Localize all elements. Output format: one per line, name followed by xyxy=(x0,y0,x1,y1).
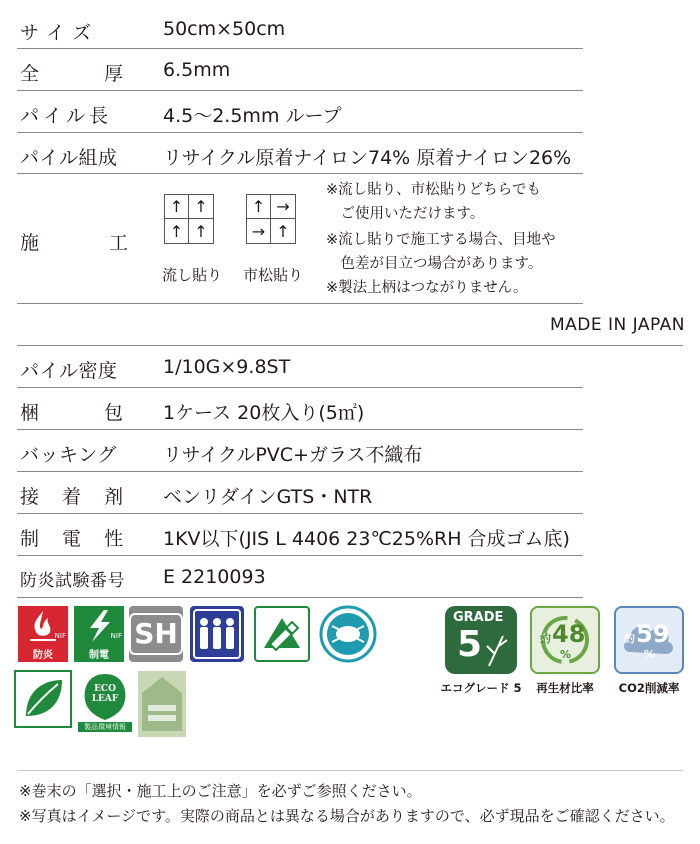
sh-mark-icon: SH xyxy=(129,606,183,662)
arrow-right-icon: → xyxy=(271,195,295,219)
spec-value: 1KV以下(JIS L 4406 23℃25%RH 合成ゴム底) xyxy=(163,528,570,550)
construction-note: ※製法上柄はつながりません。 xyxy=(326,280,528,296)
construction-note: 色差が目立つ場合があります。 xyxy=(326,256,543,272)
divider xyxy=(17,387,583,388)
spec-label: パイル密度 xyxy=(20,360,118,382)
spec-label: 防炎試験番号 xyxy=(20,571,125,591)
spec-row-pile-length xyxy=(17,97,583,131)
spec-label: バッキング xyxy=(20,444,117,466)
spec-value: E 2210093 xyxy=(163,566,266,588)
arrow-up-icon: ↑ xyxy=(165,219,189,243)
arrow-up-icon: ↑ xyxy=(247,195,271,219)
divider xyxy=(17,770,683,771)
spec-value: リサイクルPVC+ガラス不織布 xyxy=(163,444,423,466)
divider xyxy=(17,513,583,514)
footnote: ※写真はイメージです。実際の商品とは異なる場合がありますので、必ず現品をご確認ください。 xyxy=(19,807,675,825)
co2-reduction-caption: CO2削減率 xyxy=(618,681,680,695)
divider xyxy=(17,173,583,174)
spec-value: 1ケース 20枚入り(5㎡) xyxy=(163,402,365,424)
footnote: ※巻末の「選択・施工上のご注意」を必ずご参照ください。 xyxy=(19,782,422,800)
arrow-up-icon: ↑ xyxy=(276,221,290,241)
recycled-ratio-caption: 再生材比率 xyxy=(536,681,594,695)
antistatic-icon: NIF 制電 xyxy=(74,606,124,662)
spec-label: 接 着 剤 xyxy=(20,486,124,508)
spec-label: サ イ ズ xyxy=(20,22,92,44)
spec-row-thickness xyxy=(17,55,583,89)
divider xyxy=(17,429,583,430)
co2-reduction-icon: 約 59 % xyxy=(614,606,684,674)
checker-lay-caption: 市松貼り xyxy=(243,266,304,284)
eco-leaf-icon: ECO LEAF 製品環境情報 xyxy=(78,672,132,734)
divider xyxy=(17,345,683,346)
spec-label: パイル組成 xyxy=(20,147,118,169)
recycled-ratio-icon: 約 48 % xyxy=(530,606,600,674)
eco-grade-caption: エコグレード 5 xyxy=(440,681,522,695)
made-in-label: MADE IN JAPAN xyxy=(549,315,685,335)
spec-label: 全 厚 xyxy=(20,63,124,85)
certification-mark-icon xyxy=(138,671,186,737)
spec-label: 梱 包 xyxy=(20,402,124,424)
anti-mite-icon xyxy=(318,604,378,664)
arrow-up-icon: ↑ xyxy=(194,221,208,241)
checker-lay-diagram xyxy=(246,194,296,244)
spec-value: 1/10G×9.8ST xyxy=(163,356,291,378)
divider xyxy=(17,597,583,598)
straight-lay-diagram xyxy=(164,194,214,244)
leaf-icon xyxy=(14,670,72,728)
spec-row-pile-composition xyxy=(17,139,583,173)
arrow-right-icon: → xyxy=(247,219,271,243)
spec-label: パイル長 xyxy=(20,105,113,127)
straight-lay-caption: 流し貼り xyxy=(162,266,223,284)
spec-value: 4.5〜2.5mm ループ xyxy=(163,105,342,127)
divider xyxy=(17,132,583,133)
divider xyxy=(17,90,583,91)
spec-value: リサイクル原着ナイロン74% 原着ナイロン26% xyxy=(163,147,572,169)
cleaning-icon xyxy=(254,606,310,662)
eco-grade-icon: GRADE 5 xyxy=(445,606,517,674)
construction-note: ※流し貼り、市松貼りどちらでも xyxy=(326,182,542,198)
spec-row-size xyxy=(17,14,583,48)
arrow-up-icon: ↑ xyxy=(189,195,213,219)
divider xyxy=(17,303,583,304)
divider xyxy=(17,555,583,556)
fire-retardant-icon: NIF 防炎 xyxy=(18,606,68,662)
spec-value: 6.5mm xyxy=(163,59,231,81)
construction-label: 施 工 xyxy=(20,232,128,254)
spec-value: 50cm×50cm xyxy=(163,18,286,40)
people-icon xyxy=(190,606,244,662)
spec-value: ベンリダインGTS・NTR xyxy=(163,486,373,508)
spec-label: 制 電 性 xyxy=(20,528,124,550)
construction-note: ご使用いただけます。 xyxy=(326,206,485,222)
divider xyxy=(17,48,583,49)
construction-note: ※流し貼りで施工する場合、目地や xyxy=(326,232,556,248)
arrow-up-icon: ↑ xyxy=(165,195,189,219)
divider xyxy=(17,471,583,472)
